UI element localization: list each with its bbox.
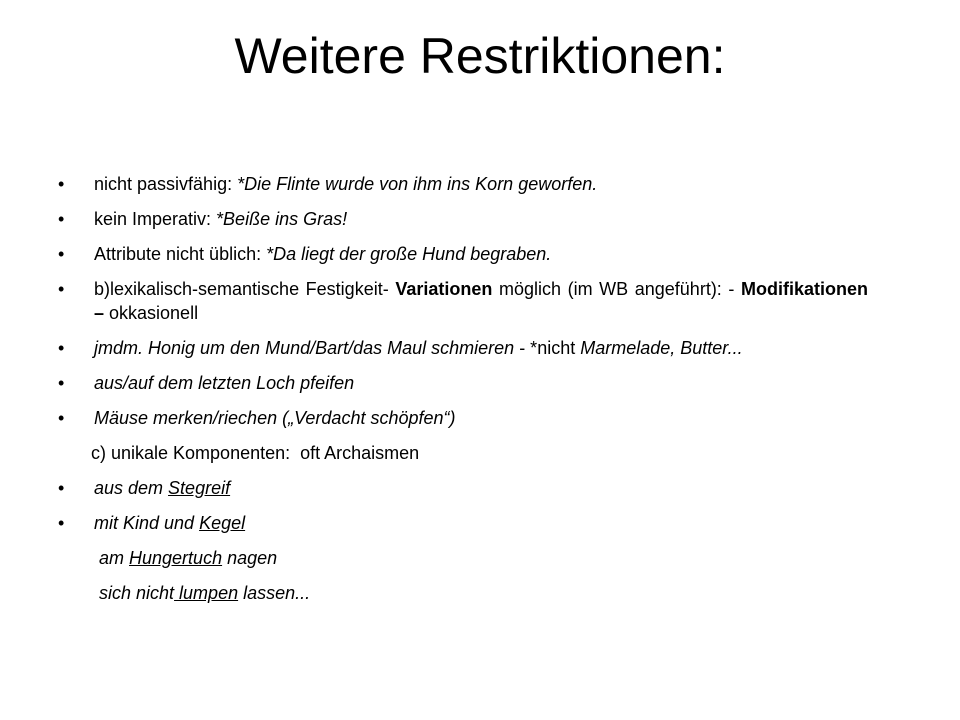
bullet-marker: •: [58, 408, 65, 428]
text-segment: sich nicht: [99, 583, 175, 603]
text-segment: möglich (im WB angeführt): -: [492, 279, 742, 299]
bullet-marker: •: [58, 209, 65, 229]
bullet-item: [58, 242, 868, 266]
text-segment: *Da liegt der große Hund begraben.: [266, 244, 552, 264]
text-segment: jmdm. Honig um den Mund/Bart/das Maul schmieren: [94, 338, 515, 358]
bullet-item: [58, 581, 868, 605]
text-segment: Attribute nicht üblich:: [94, 244, 267, 264]
bullet-marker: •: [58, 373, 65, 393]
text-segment: - *nicht: [514, 338, 581, 358]
text-segment: Marmelade, Butter...: [580, 338, 743, 358]
text-segment: *Die Flinte wurde von ihm ins Korn geworfen.: [237, 174, 598, 194]
text-segment: nicht passivfähig:: [94, 174, 238, 194]
text-segment: aus/auf dem letzten Loch pfeifen: [94, 373, 355, 393]
text-segment: c) unikale Komponenten: oft Archaismen: [91, 443, 420, 463]
bullet-item: [58, 441, 868, 465]
bullet-marker: •: [58, 513, 65, 533]
text-segment: b)lexikalisch-semantische Festigkeit-: [94, 279, 396, 299]
text-segment: Variationen: [395, 279, 493, 299]
bullet-item: [58, 371, 868, 395]
bullet-marker: •: [58, 338, 65, 358]
text-segment: Modifikationen –: [94, 279, 874, 323]
text-segment: Hungertuch: [129, 548, 223, 568]
text-segment: Stegreif: [168, 478, 231, 498]
bullet-marker: •: [58, 174, 65, 194]
bullet-marker: •: [58, 279, 65, 299]
bullet-item: [58, 336, 868, 360]
bullet-item: [58, 406, 868, 430]
bullet-item: [58, 172, 868, 196]
text-segment: nagen: [222, 548, 278, 568]
text-segment: Mäuse merken/riechen („Verdacht schöpfen“): [94, 408, 456, 428]
bullet-marker: •: [58, 244, 65, 264]
bullet-item: [58, 207, 868, 231]
slide-body: [58, 172, 874, 616]
bullet-item: [58, 511, 868, 535]
text-segment: am: [99, 548, 130, 568]
text-segment: aus dem: [94, 478, 169, 498]
bullet-item: [58, 476, 868, 500]
text-segment: *Beiße ins Gras!: [216, 209, 348, 229]
text-segment: Kegel: [199, 513, 246, 533]
bullet-item: [58, 546, 868, 570]
bullet-marker: •: [58, 478, 65, 498]
slide-title: Weitere Restriktionen:: [234, 28, 726, 84]
text-segment: lassen...: [238, 583, 311, 603]
text-segment: okkasionell: [104, 303, 199, 323]
bullet-item: [58, 277, 874, 325]
text-segment: mit Kind und: [94, 513, 200, 533]
text-segment: kein Imperativ:: [94, 209, 217, 229]
text-segment: lumpen: [174, 583, 239, 603]
